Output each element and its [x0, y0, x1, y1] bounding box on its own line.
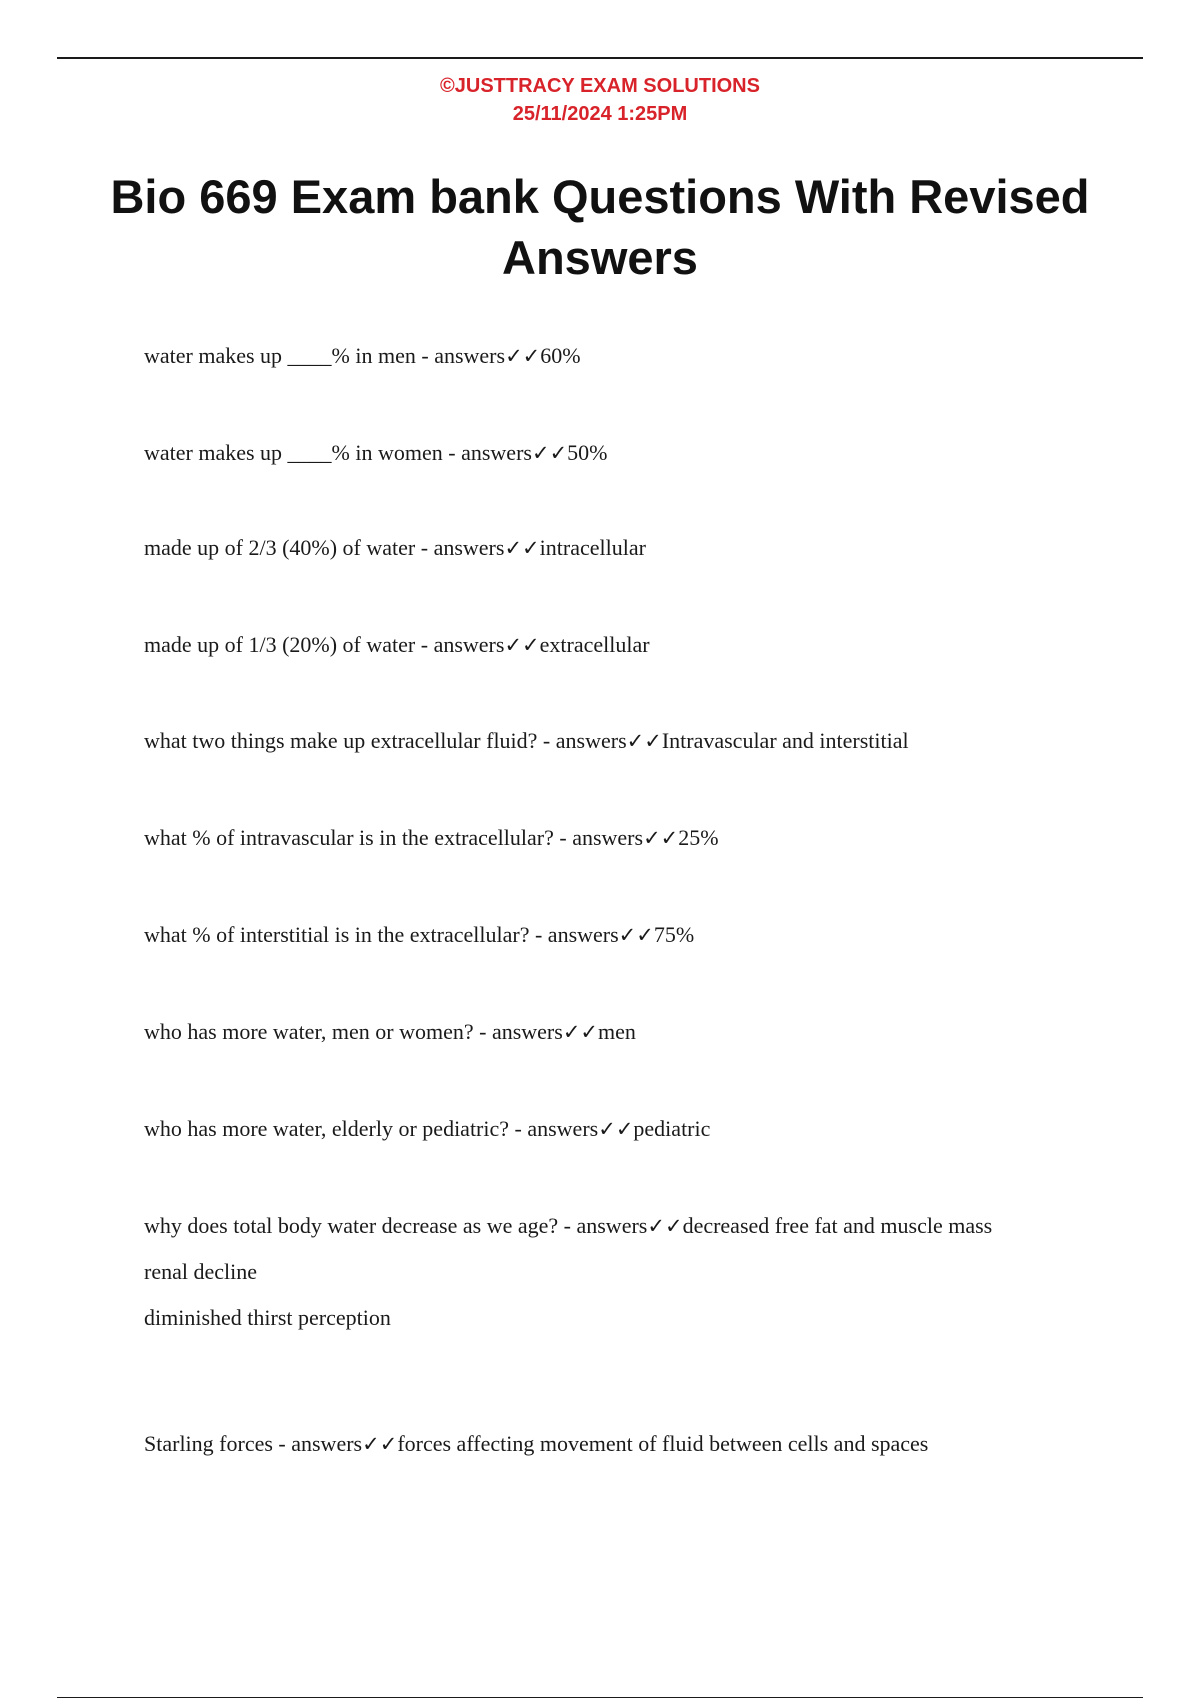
answer-text: decreased free fat and muscle mass	[682, 1213, 993, 1238]
qa-line	[144, 823, 1064, 853]
check-mark-icon: ✓✓	[504, 536, 540, 560]
answer-text: 60%	[540, 343, 581, 368]
qa-item	[144, 341, 1064, 371]
question-text: why does total body water decrease as we age? - answers	[144, 1213, 648, 1238]
question-text: water makes up ____% in men - answers	[144, 343, 506, 368]
question-text: what % of interstitial is in the extracellular? - answers	[144, 922, 619, 947]
qa-item	[144, 438, 1064, 468]
question-text: what two things make up extracellular fluid? - answers	[144, 728, 627, 753]
answer-text: pediatric	[633, 1116, 711, 1141]
document-title: Bio 669 Exam bank Questions With Revised Answers	[110, 170, 1090, 284]
answer-text: intracellular	[539, 535, 646, 560]
qa-line	[144, 438, 1064, 468]
answer-text: forces affecting movement of fluid between cells and spaces	[397, 1431, 929, 1456]
check-mark-icon: ✓✓	[647, 1214, 683, 1238]
question-text: made up of 2/3 (40%) of water - answers	[144, 535, 505, 560]
answer-extra-line: diminished thirst perception	[144, 1305, 391, 1330]
question-text: what % of intravascular is in the extracellular? - answers	[144, 825, 644, 850]
check-mark-icon: ✓✓	[598, 1117, 634, 1141]
qa-item	[144, 726, 1064, 756]
check-mark-icon: ✓✓	[618, 923, 654, 947]
question-text: made up of 1/3 (20%) of water - answers	[144, 632, 505, 657]
bottom-rule	[57, 1697, 1143, 1698]
qa-line	[144, 630, 1064, 660]
answer-text: 50%	[567, 440, 608, 465]
copyright-text: ©JUSTTRACY EXAM SOLUTIONS	[440, 75, 760, 97]
qa-line	[144, 533, 1064, 563]
question-text: water makes up ____% in women - answers	[144, 440, 532, 465]
question-text: Starling forces - answers	[144, 1431, 363, 1456]
check-mark-icon: ✓✓	[362, 1432, 398, 1456]
qa-line	[144, 920, 1064, 950]
answer-text: 75%	[653, 922, 695, 947]
qa-line	[144, 1114, 1064, 1144]
question-text: who has more water, elderly or pediatric? - answers	[144, 1116, 599, 1141]
top-rule	[57, 57, 1143, 59]
answer-extra-line: renal decline	[144, 1259, 257, 1284]
qa-line	[144, 1017, 1064, 1047]
answer-text: extracellular	[539, 632, 650, 657]
check-mark-icon: ✓✓	[643, 826, 679, 850]
qa-line	[144, 1429, 1064, 1459]
qa-item	[144, 1211, 1064, 1333]
check-mark-icon: ✓✓	[531, 441, 568, 465]
check-mark-icon: ✓✓	[504, 633, 540, 657]
check-mark-icon: ✓✓	[562, 1020, 599, 1044]
qa-item	[144, 630, 1064, 660]
check-mark-icon: ✓✓	[626, 729, 662, 753]
qa-item	[144, 1114, 1064, 1144]
qa-item	[144, 1017, 1064, 1047]
answer-text: Intravascular and interstitial	[661, 728, 909, 753]
qa-line	[144, 341, 1064, 371]
qa-line	[144, 726, 1064, 756]
qa-item	[144, 920, 1064, 950]
qa-item	[144, 533, 1064, 563]
qa-line	[144, 1211, 1064, 1241]
question-text: who has more water, men or women? - answers	[144, 1019, 563, 1044]
check-mark-icon: ✓✓	[505, 344, 541, 368]
timestamp-text: 25/11/2024 1:25PM	[512, 103, 688, 125]
copyright-watermark	[0, 72, 1200, 128]
qa-item	[144, 1429, 1064, 1459]
answer-text: 25%	[678, 825, 719, 850]
answer-text: men	[598, 1019, 636, 1044]
qa-item	[144, 823, 1064, 853]
